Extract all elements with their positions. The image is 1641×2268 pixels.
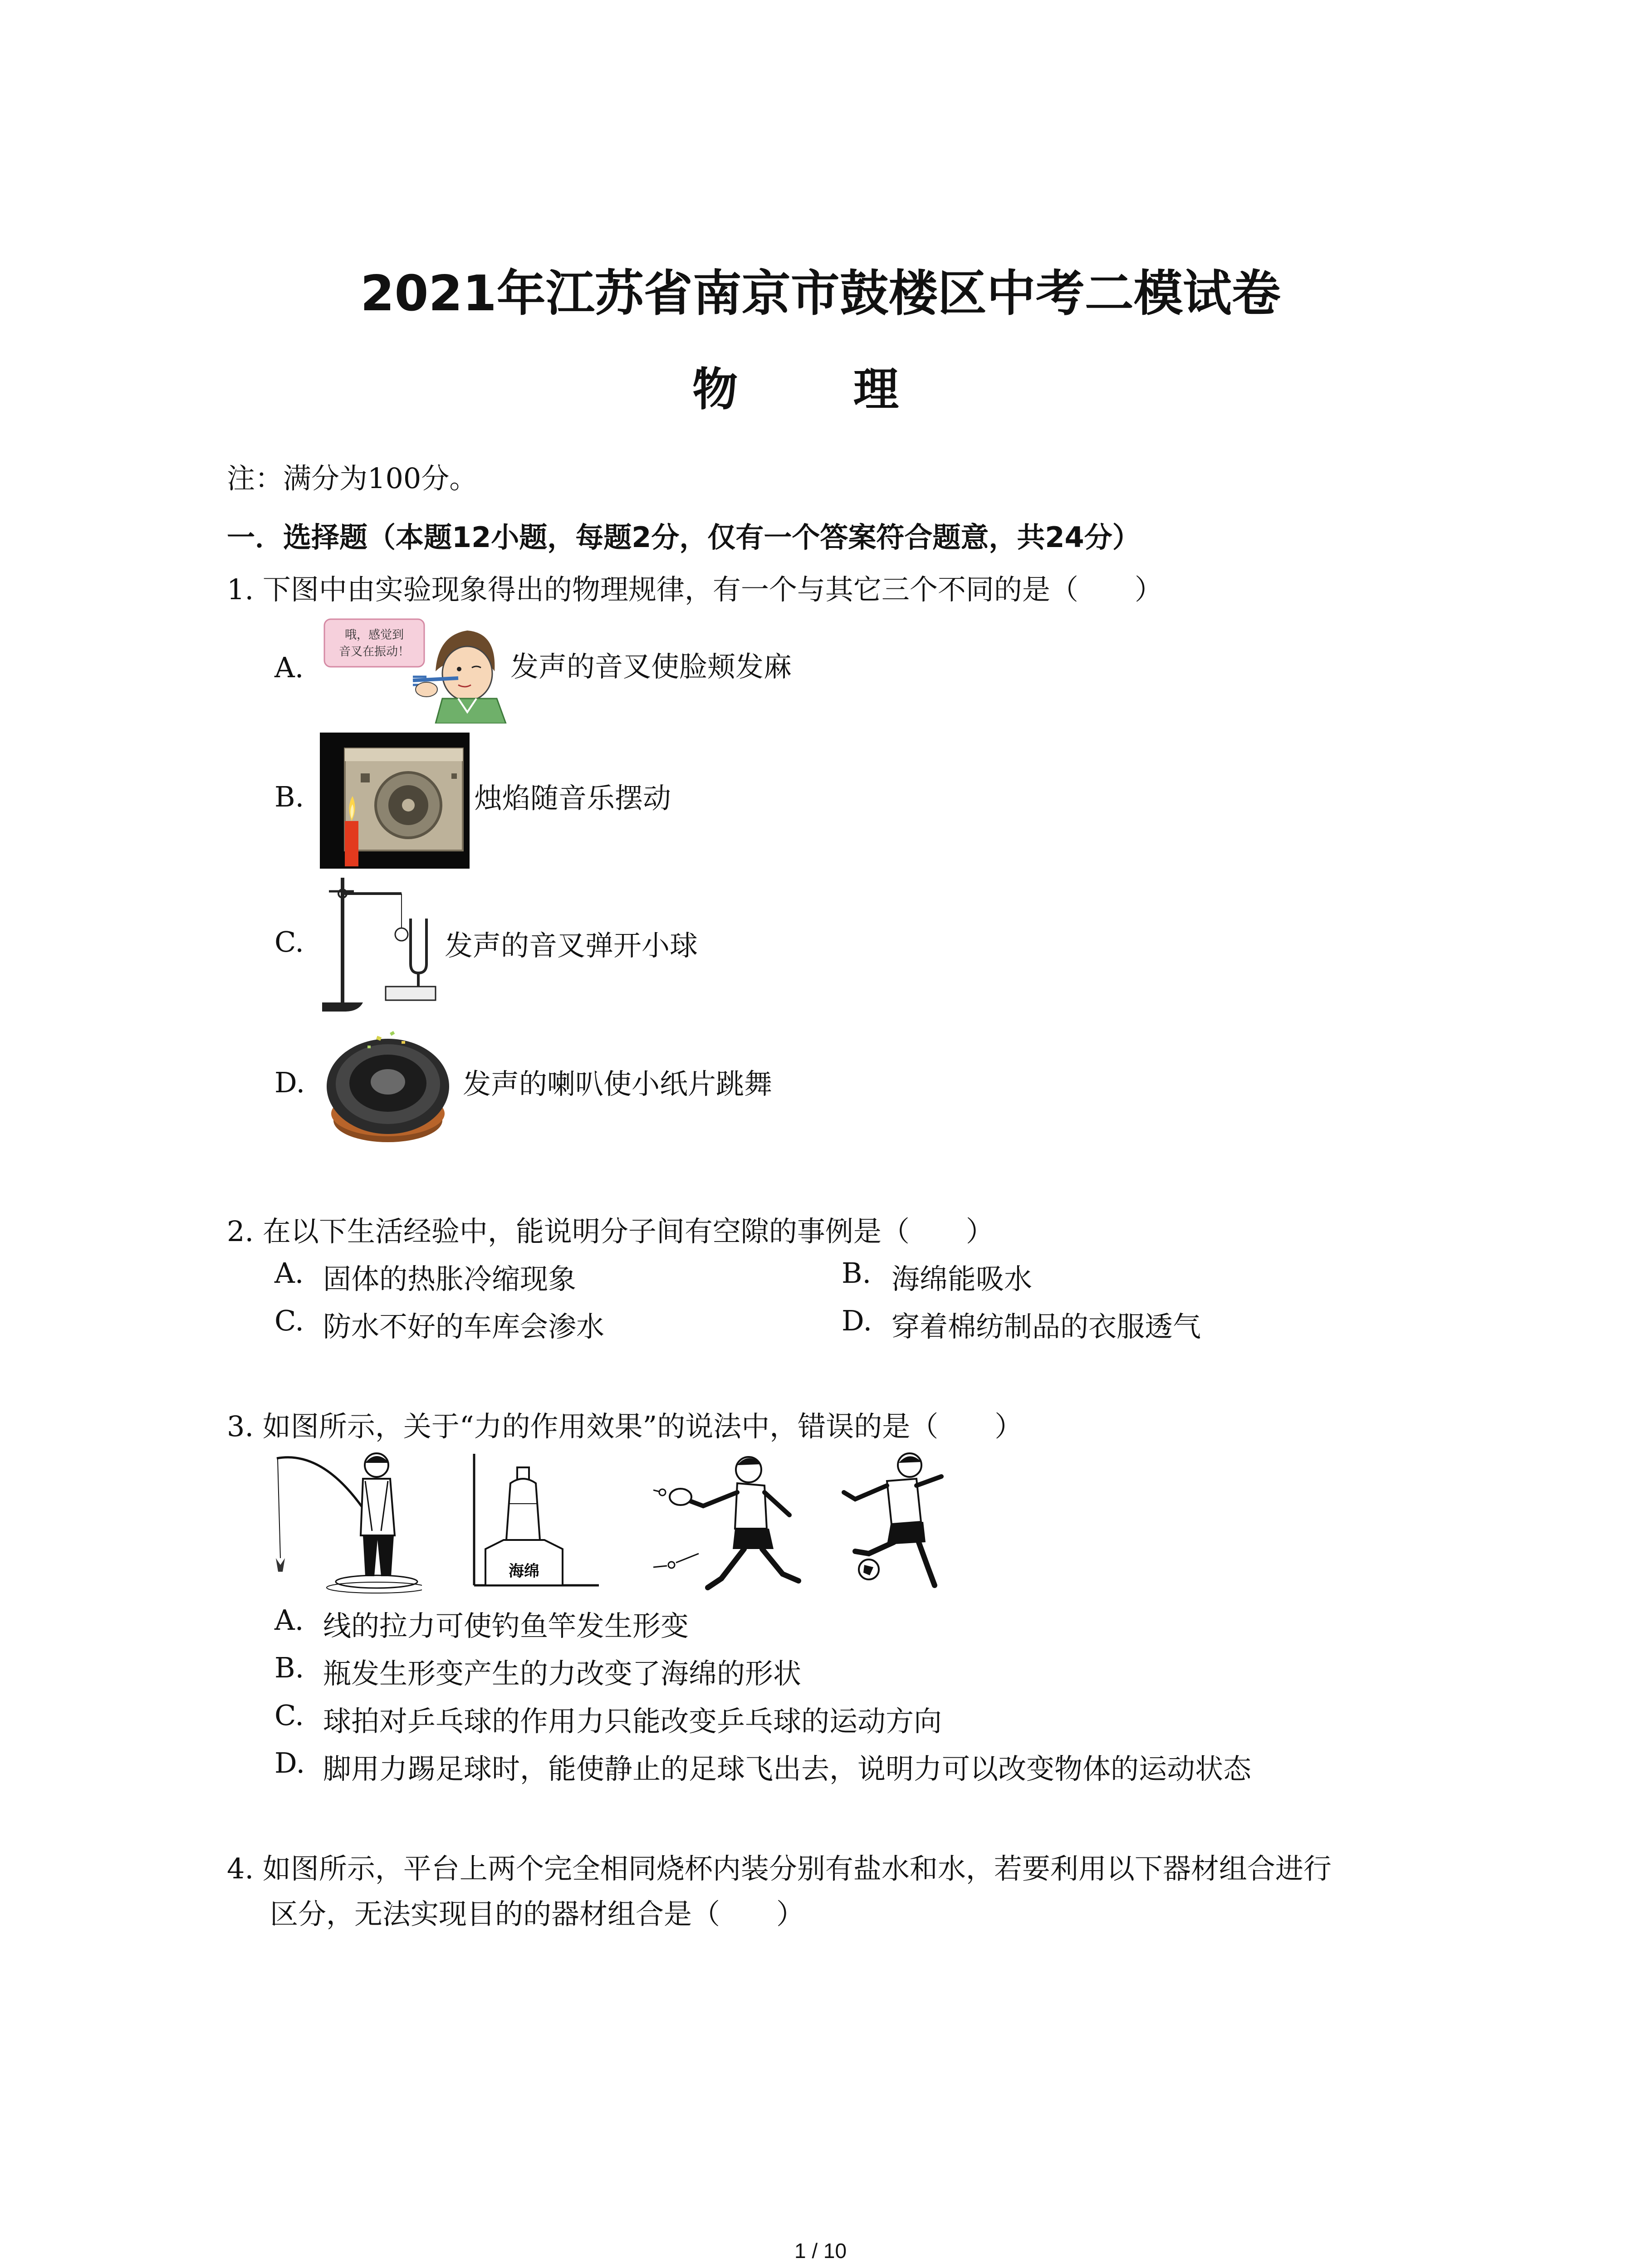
q1-option-a-label: A. xyxy=(274,651,304,684)
score-note: 注：满分为100分。 xyxy=(227,462,478,495)
q2-option-b-label: B. xyxy=(842,1256,872,1290)
q2-option-a-text: 固体的热胀冷缩现象 xyxy=(323,1262,577,1295)
q1-option-c-figure xyxy=(318,873,440,1018)
q3-option-b-text: 瓶发生形变产生的力改变了海绵的形状 xyxy=(323,1657,802,1690)
q3-figure-fishing xyxy=(272,1449,422,1594)
q3-figure-bottle-on-sponge xyxy=(467,1449,603,1590)
q3-option-a-label: A. xyxy=(274,1603,304,1637)
q2-option-d-label: D. xyxy=(842,1304,872,1337)
question-1-stem: 1. 下图中由实验现象得出的物理规律，有一个与其它三个不同的是（ ） xyxy=(227,573,1163,606)
q3-figure-soccer xyxy=(837,1449,955,1594)
q2-option-a-label: A. xyxy=(274,1256,304,1290)
q3-option-a-text: 线的拉力可使钓鱼竿发生形变 xyxy=(323,1609,689,1642)
q2-option-c-label: C. xyxy=(274,1304,304,1337)
q1-option-d-figure xyxy=(322,1025,454,1150)
q3-option-b-label: B. xyxy=(274,1651,304,1684)
sponge-label: 海绵 xyxy=(509,1562,539,1580)
q1-option-d-label: D. xyxy=(274,1066,305,1099)
q2-option-b-text: 海绵能吸水 xyxy=(892,1262,1033,1295)
page-number: 1 / 10 xyxy=(794,2239,847,2263)
question-4-stem-line1: 4. 如图所示，平台上两个完全相同烧杯内装分别有盐水和水，若要利用以下器材组合进行 xyxy=(227,1852,1332,1885)
q3-option-c-label: C. xyxy=(274,1699,304,1732)
q1-option-b-label: B. xyxy=(274,780,304,813)
q1-option-d-text: 发声的喇叭使小纸片跳舞 xyxy=(463,1067,773,1100)
question-3-stem: 3. 如图所示，关于“力的作用效果”的说法中，错误的是（ ） xyxy=(227,1410,1023,1443)
q2-option-c-text: 防水不好的车库会渗水 xyxy=(323,1310,605,1343)
question-4-stem-line2: 区分，无法实现目的的器材组合是（ ） xyxy=(270,1897,805,1931)
exam-title: 2021年江苏省南京市鼓楼区中考二模试卷 xyxy=(360,265,1281,322)
subject-title: 物 理 xyxy=(692,363,949,416)
q1-option-a-figure xyxy=(322,617,508,723)
q3-option-c-text: 球拍对乒乓球的作用力只能改变乒乓球的运动方向 xyxy=(323,1705,942,1738)
q1-option-a-text: 发声的音叉使脸颊发麻 xyxy=(510,650,792,683)
q3-figure-ping-pong xyxy=(653,1452,812,1597)
section-heading: 一．选择题（本题12小题，每题2分，仅有一个答案符合题意，共24分） xyxy=(227,521,1141,554)
q1-a-bubble-text: 哦，感觉到 xyxy=(344,628,404,642)
q3-option-d-text: 脚用力踢足球时，能使静止的足球飞出去，说明力可以改变物体的运动状态 xyxy=(323,1752,1252,1785)
q2-option-d-text: 穿着棉纺制品的衣服透气 xyxy=(892,1310,1201,1343)
q3-option-d-label: D. xyxy=(274,1746,305,1779)
svg-text:音叉在振动！: 音叉在振动！ xyxy=(338,645,410,659)
q1-option-c-text: 发声的音叉弹开小球 xyxy=(445,929,698,962)
q1-option-b-figure xyxy=(320,733,470,869)
q1-option-b-text: 烛焰随音乐摆动 xyxy=(474,782,671,815)
q1-option-c-label: C. xyxy=(274,925,304,958)
question-2-stem: 2. 在以下生活经验中，能说明分子间有空隙的事例是（ ） xyxy=(227,1215,994,1248)
